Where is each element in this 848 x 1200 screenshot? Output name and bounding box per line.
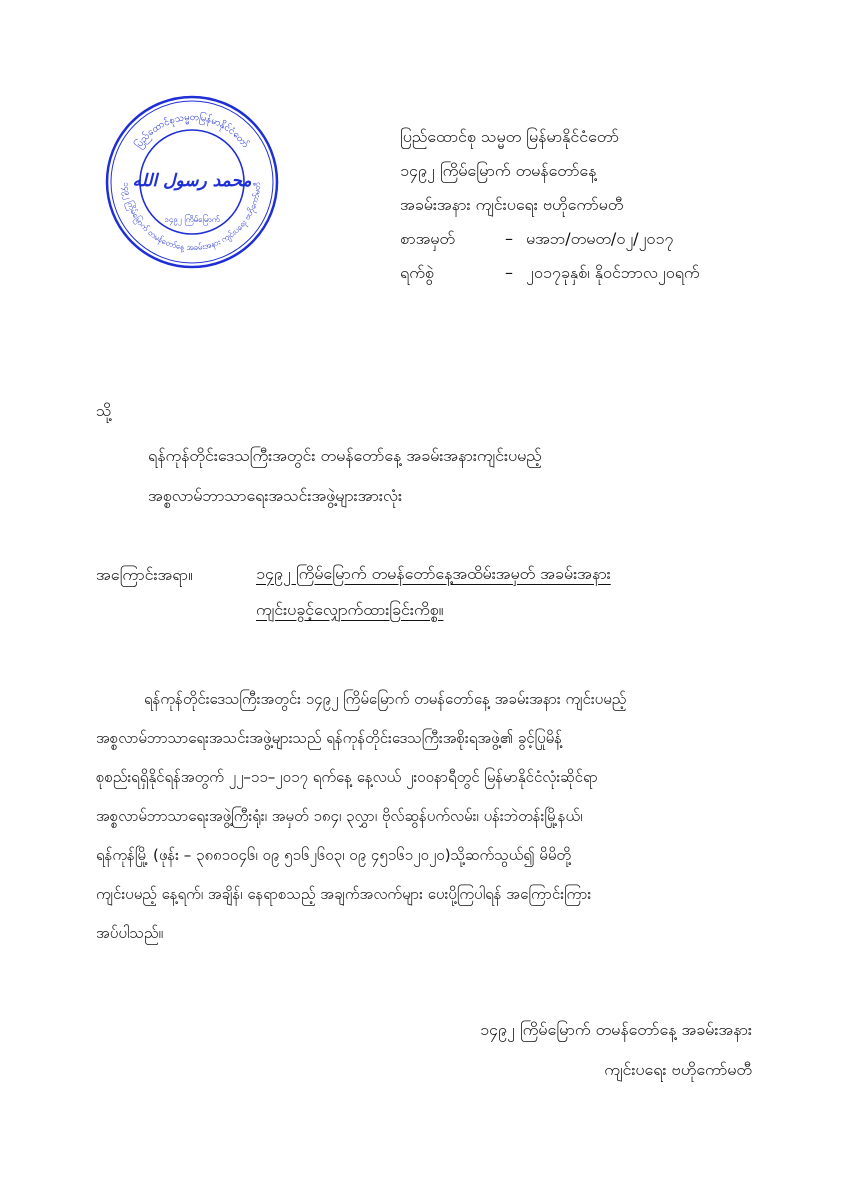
subject-label: အကြောင်းအရာ။ [96, 565, 193, 584]
subject [256, 556, 796, 628]
to-label: သို့ [96, 401, 112, 420]
recipients [148, 436, 542, 516]
reference-label: စာအမှတ် [400, 229, 455, 248]
letterhead [400, 120, 820, 290]
reference-number-row [400, 222, 820, 256]
body-line-3: စုစည်းရရှိနိုင်ရန်အတွက် ၂၂–၁၁–၂၀၁၇ ရက်နေ့ နေ့လယ် ၂း၀၀နာရီတွင် မြန်မာနိုင်ငံလုံးဆိုင်ရာ [96, 768, 598, 786]
letter-body [96, 680, 766, 953]
header-line-1: ပြည်ထောင်စု သမ္မတ မြန်မာနိုင်ငံတော် [400, 127, 619, 146]
seal-inner-label: ၁၄၉၂ ကြိမ်မြောက် [164, 215, 220, 224]
body-line-5: ရန်ကုန်မြို့ (ဖုန်း – ၃၈၈၁၀၄၆၊ ၀၉ ၅၁၆၂၆၀၃၊ ၀၉ ၄၅၁၆၁၂၀၂၀)သို့ဆက်သွယ်၍ မိမိတို့ [96, 846, 572, 864]
svg-text:ပြည်ထောင်စုသမ္မတမြန်မာနိုင်ငံတ [132, 111, 251, 150]
reference-dash: – [505, 229, 513, 248]
signature-line-2: ကျင်းပရေး ဗဟိုကော်မတီ [604, 1060, 752, 1079]
recipient-line-1: ရန်ကုန်တိုင်းဒေသကြီးအတွင်း တမန်တော်နေ့ အခမ်းအနားကျင်းပမည့် [148, 446, 542, 465]
organization-seal [104, 94, 280, 270]
body-line-6: ကျင်းပမည့် နေ့ရက်၊ အချိန်၊ နေရာစသည့် အချက်အလက်များ ပေးပို့ကြပါရန် အကြောင်းကြား [96, 885, 592, 903]
header-line-3: အခမ်းအနား ကျင်းပရေး ဗဟိုကော်မတီ [400, 195, 624, 214]
body-line-4: အစ္စလာမ်ဘာသာရေးအဖွဲ့ကြီးရုံး၊ အမှတ် ၁၈၄၊ ၃လွှာ၊ ဗိုလ်ဆွန်ပက်လမ်း၊ ပန်းဘဲတန်းမြို့နယ်၊ [96, 807, 583, 825]
seal-ring-text-top: ပြည်ထောင်စုသမ္မတမြန်မာနိုင်ငံတော် [133, 111, 251, 151]
seal-calligraphy: محمد رسول الله [132, 171, 252, 191]
seal-ring-text-bottom: ၁၄၉၂ ကြိမ်မြောက် တမန်တော်နေ့ အခမ်းအနား ကျင်းပရေး ဗဟိုကော်မတီ [121, 181, 263, 253]
signature-line-1: ၁၄၉၂ ကြိမ်မြောက် တမန်တော်နေ့ အခမ်းအနား [480, 1020, 752, 1039]
recipient-line-2: အစ္စလာမ်ဘာသာရေးအသင်းအဖွဲ့များအားလုံး [148, 486, 402, 505]
body-line-7: အပ်ပါသည်။ [96, 924, 164, 942]
date-value: ၂၀၁၇ခုနှစ်၊ နိုဝင်ဘာလ၂၀ရက် [526, 263, 700, 282]
date-dash: – [505, 263, 513, 282]
header-line-2: ၁၄၉၂ ကြိမ်မြောက် တမန်တော်နေ့ [400, 161, 597, 180]
body-line-2: အစ္စလာမ်ဘာသာရေးအသင်းအဖွဲ့များသည် ရန်ကုန်တိုင်းဒေသကြီးအစိုးရအဖွဲ့၏ ခွင့်ပြုမိန့် [96, 729, 562, 747]
subject-line-2: ကျင်းပခွင့်လျှောက်ထားခြင်းကိစ္စ။ [256, 600, 444, 619]
date-row [400, 256, 820, 290]
signature-block [480, 1010, 752, 1090]
body-line-1: ရန်ကုန်တိုင်းဒေသကြီးအတွင်း ၁၄၉၂ ကြိမ်မြောက် တမန်တော်နေ့ အခမ်းအနား ကျင်းပမည့် [144, 690, 627, 708]
date-label: ရက်စွဲ [400, 263, 434, 282]
reference-value: မအဘ/တမတ/၀၂/၂၀၁၇ [526, 229, 674, 248]
subject-line-1: ၁၄၉၂ ကြိမ်မြောက် တမန်တော်နေ့အထိမ်းအမှတ် အခမ်းအနား [256, 564, 611, 583]
